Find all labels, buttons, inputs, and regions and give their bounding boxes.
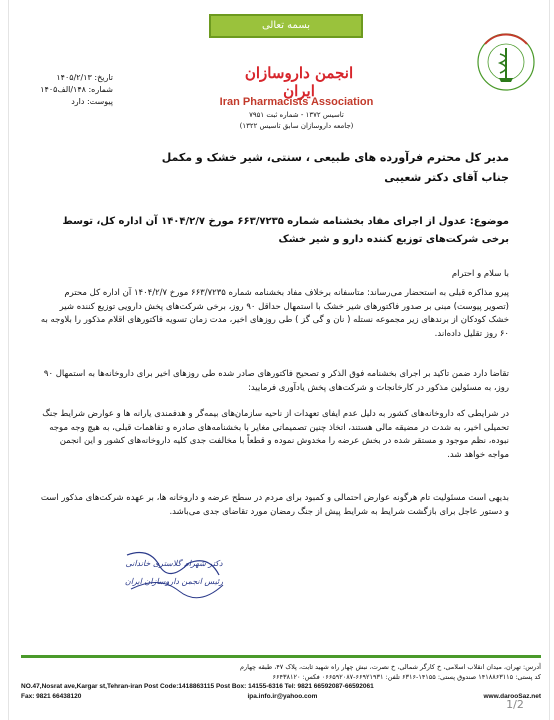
letter-footer [21, 655, 541, 702]
former-name-text: (جامعه داروسازان سابق تاسیس ۱۳۲۲) [239, 122, 354, 130]
association-logo-en: Iran Pharmacists Association [219, 96, 374, 108]
paragraph-4: بدیهی است مسئولیت تام هرگونه عوارض احتمالی و کمبود برای مردم در سطح عرضه و داروخانه ها، بر عهده شرکت‌های مذکور است و دستور عاجل برای بازگشت شرایط به شرایط پیش از جنگ رمضان مورد تقاضای جدی می‌باشد. [40, 493, 509, 517]
establishment-text: تاسیس ۱۳۷۲ - شماره ثبت ۷۹۵۱ [249, 111, 344, 119]
footer-codes-fa: کد پستی: ۱۴۱۸۸۶۳۱۱۵ صندوق پستی: ۱۴۱۵۵-۶۳۱۶ تلفن: ۶۶۹۲۱۹۳۱-۰۶۶۵۹۲۰۸۷ فکس: ۶۶۴۳۸۱۲۰ [272, 673, 541, 681]
footer-email[interactable]: ipa.info.ir@yahoo.com [247, 693, 318, 700]
page-indicator: 1/2 [506, 698, 524, 711]
footer-fax: Fax: 9821 66438120 [21, 693, 82, 700]
date-label: تاریخ: ۱۴۰۵/۲/۱۳ [56, 73, 113, 82]
addressee-line-1: مدیر کل محترم فرآورده های طبیعی ، سنتی، شیر خشک و مکمل [161, 151, 509, 164]
signature-name: دکتر شهرام گلاستری خاندانی [125, 559, 223, 568]
letter-meta [27, 72, 113, 108]
paragraph-2: تقاضا دارد ضمن تاکید بر اجرای بخشنامه فوق الذکر و تصحیح فاکتورهای صادر شده طی روزهای اخیر برای داروخانه‌ها به استمهال ۹۰ روز، به مسئولین مذکور در کارخانجات و شرکت‌های پخش یادآوری فرمایید: [43, 369, 509, 393]
establishment-info [214, 110, 379, 132]
signature-stroke [119, 545, 229, 605]
footer-address-en: NO.47,Nosrat ave,Kargar st,Tehran-iran Post Code:1418863115 Post Box: 14155-6316 Tel: 9821 66592087-66592061 [21, 683, 374, 690]
association-emblem-icon [473, 22, 539, 108]
footer-contact-row [21, 692, 541, 702]
letter-subject: موضوع: عدول از اجرای مفاد بخشنامه شماره ۶۶۳/۷۲۳۵ مورخ ۱۴۰۴/۲/۷ آن اداره کل، توسط برخی شرکت‌های توزیع کننده دارو و شیر خشک [62, 216, 509, 245]
bismillah-text: بسمه تعالی [261, 20, 311, 31]
signature-block [119, 545, 229, 605]
paragraph-1: پیرو مذاکره قبلی به استحضار می‌رساند: متاسفانه برخلاف مفاد بخشنامه شماره ۶۶۳/۷۲۳۵ مورخ ۱۴۰۴/۲/۷ آن اداره کل محترم (تصویر پیوست) مبنی بر صدور فاکتورهای شیر خشک با استمهال حداقل ۹۰ روز، برخی شرکت‌های پخش دارویی توزیع کننده شیر خشک کودکان از برندهای زیر مجموعه نستله ( نان و گی گز ) طی روزهای اخیر، مدت زمان تسویه فاکتورهای اقلام مذکور را بلاوجه به ۶۰ روز تقلیل داده‌اند. [40, 288, 509, 339]
greeting: با سلام و احترام [451, 269, 509, 279]
footer-website[interactable]: www.darooSaz.net [483, 693, 541, 700]
attachment-label: پیوست: دارد [71, 97, 113, 106]
addressee-line-2: جناب آقای دکتر شعیبی [384, 171, 509, 184]
number-label: شماره: ۱۴۸/الف۱۴۰۵ [40, 85, 113, 94]
association-logo-fa: انجمن داروسازان ایران [244, 64, 354, 100]
signature-title: رئیس انجمن داروسازان ایران [124, 577, 224, 586]
footer-address-en-row [21, 682, 541, 692]
letter-page [8, 0, 550, 720]
paragraph-3: در شرایطی که داروخانه‌های کشور به دلیل عدم ایفای تعهدات از ناحیه سازمان‌های بیمه‌گر و هدفمندی یارانه ها و عوارض شرایط جنگ تحمیلی اخیر، به شدت در مضیقه مالی هستند، اتخاذ چنین تصمیماتی مغایر با بخشنامه‌های صادره و تفاهمات قبلی، به هیچ وجه موجه نبوده، نظم موجود و مستقر شده در بخش عرضه را مخدوش نموده و قطعاً با مخالفت جدی کلیه داروخانه‌های کشور و این انجمن مواجه خواهد شد. [42, 409, 509, 460]
footer-address-fa: آدرس: تهران، میدان انقلاب اسلامی، خ کارگر شمالی، خ نصرت، نبش چهار راه شهید ثابت، پلاک ۴۷، طبقه چهارم [240, 663, 541, 671]
bismillah-banner [209, 14, 363, 38]
